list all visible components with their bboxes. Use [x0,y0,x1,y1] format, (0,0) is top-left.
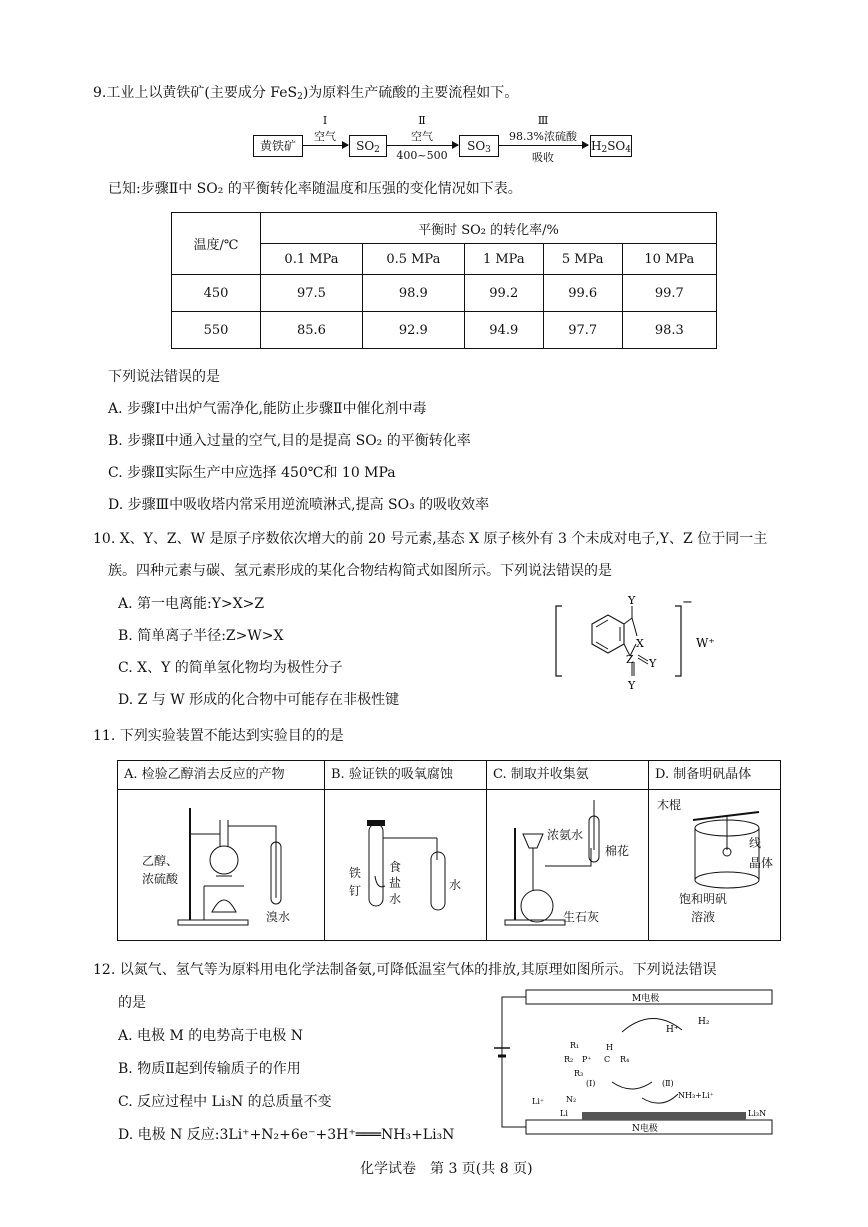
struct-cation: W⁺ [696,636,715,650]
table-row: 450 97.5 98.9 99.2 99.6 99.7 [172,275,717,312]
q11-option-b[interactable]: B. 验证铁的吸氧腐蚀 [325,761,487,790]
label-b1: 铁 [349,866,362,880]
page-footer: 化学试卷 第 3 页(共 8 页) [360,1161,533,1177]
label-b4: 盐 [389,876,402,890]
label-c2: 棉花 [605,844,630,858]
flow-arrow-2 [386,145,458,146]
flow-arrow-1 [302,145,348,146]
struct-y1: Y [628,594,636,607]
q12-stem-line2: 的是 [118,995,146,1011]
diagram-h: H [606,1043,613,1052]
label-d5: 溶液 [691,910,716,924]
flow-arrow-3 [498,145,588,146]
q9-option-d[interactable]: D. 步骤Ⅲ中吸收塔内常采用逆流喷淋式,提高 SO₃ 的吸收效率 [108,497,490,513]
q9-option-a[interactable]: A. 步骤Ⅰ中出炉气需净化,能防止步骤Ⅱ中催化剂中毒 [108,401,427,417]
diagram-h2: H₂ [698,1017,710,1027]
q12-stem-line1: 12. 以氮气、氢气等为原料用电化学法制备氨,可降低温室气体的排放,其原理如图所示。下列说法错误 [93,962,717,978]
label-c1: 浓氨水 [547,828,584,842]
label-d2: 线 [749,836,762,850]
th-pressure: 1 MPa [464,244,543,275]
flow-step1-top: 空气 [314,130,336,143]
diagram-r2: R₂ [564,1055,574,1064]
apparatus-d [649,790,781,941]
label-b6: 水 [449,878,462,892]
q10-option-a[interactable]: A. 第一电离能:Y>X>Z [118,596,265,612]
table-row: 550 85.6 92.9 94.9 97.7 98.3 [172,312,717,349]
diagram-li-plus: Li⁺ [532,1097,545,1106]
diagram-r1: R₁ [570,1041,580,1050]
struct-y2: Y [649,657,657,670]
diagram-m-electrode: M电极 [632,994,660,1004]
diagram-p: P⁺ [582,1055,592,1064]
q12-electrochem-diagram [492,986,784,1146]
diagram-r4: R₄ [620,1055,630,1064]
label-a1: 乙醇、 [142,854,179,868]
diagram-n-electrode: N电极 [632,1124,658,1134]
q11-option-a[interactable]: A. 检验乙醇消去反应的产物 [118,761,325,790]
q12-option-b[interactable]: B. 物质Ⅱ起到传输质子的作用 [118,1061,301,1077]
q10-stem-line2: 族。四种元素与碳、氢元素形成的某化合物结构简式如图所示。下列说法错误的是 [108,563,612,579]
struct-charge: − [682,595,693,610]
flow-step1-num: Ⅰ [322,114,328,127]
th-pressure: 0.5 MPa [362,244,464,275]
flow-box-so3: $SO_3$ [459,135,499,157]
q11-option-d[interactable]: D. 制备明矾晶体 [649,761,781,790]
flow-box-h2so4: $H_2SO_4$ [590,135,632,157]
th-pressure: 10 MPa [622,244,716,275]
q9-table [171,212,717,349]
label-b2: 钉 [349,884,362,898]
th-pressure: 0.1 MPa [261,244,363,275]
th-temp: 温度/℃ [172,213,261,275]
q9-stem: 9.工业上以黄铁矿(主要成分 FeS$_2$)为原料生产硫酸的主要流程如下。 [93,85,519,102]
flow-box-so2: $SO_2$ [349,135,387,157]
q11-table [117,760,781,941]
th-pressure: 5 MPa [543,244,622,275]
diagram-li: Li [560,1109,568,1118]
struct-x: X [636,637,644,650]
label-a3: 溴水 [266,910,291,924]
diagram-ii: (Ⅱ) [662,1079,674,1088]
apparatus-a [118,790,325,941]
diagram-hplus: H⁺ [666,1025,679,1035]
diagram-n2: N₂ [566,1095,577,1104]
q9-option-c[interactable]: C. 步骤Ⅱ实际生产中应选择 450℃和 10 MPa [108,465,396,481]
flow-step3-num: Ⅲ [537,114,549,127]
q10-option-b[interactable]: B. 简单离子半径:Z>W>X [118,628,284,644]
diagram-i: (Ⅰ) [586,1079,596,1088]
q11-stem: 11. 下列实验装置不能达到实验目的的是 [93,728,344,744]
diagram-li3n: Li₃N [748,1109,767,1118]
th-group: 平衡时 SO₂ 的转化率/% [261,213,717,244]
flow-step3-bottom: 吸收 [532,151,554,164]
diagram-r3: R₃ [574,1069,584,1078]
q9-ask: 下列说法错误的是 [108,369,220,385]
struct-z: Z [626,653,634,666]
label-d1: 木棍 [657,798,682,812]
apparatus-b [325,790,487,941]
label-b3: 食 [389,860,402,874]
q12-option-d[interactable]: D. 电极 N 反应:3Li⁺+N₂+6e⁻+3H⁺═══NH₃+Li₃N [118,1127,455,1143]
flow-box-pyrite: 黄铁矿 [253,135,303,157]
apparatus-c [487,790,649,941]
label-d4: 饱和明矾 [679,892,728,906]
q12-option-c[interactable]: C. 反应过程中 Li₃N 的总质量不变 [118,1094,332,1110]
q10-option-d[interactable]: D. Z 与 W 形成的化合物中可能存在非极性键 [118,692,400,708]
label-c3: 生石灰 [563,910,600,924]
label-d3: 晶体 [749,856,774,870]
flow-step2-bottom: 400~500 [396,149,448,162]
q12-option-a[interactable]: A. 电极 M 的电势高于电极 N [118,1028,303,1044]
label-b5: 水 [389,892,402,906]
flow-step2-num: Ⅱ [418,114,426,127]
q11-option-c[interactable]: C. 制取并收集氨 [487,761,649,790]
q10-option-c[interactable]: C. X、Y 的简单氢化物均为极性分子 [118,660,343,676]
diagram-c: C [604,1055,611,1064]
q9-option-b[interactable]: B. 步骤Ⅱ中通入过量的空气,目的是提高 SO₂ 的平衡转化率 [108,433,471,449]
q10-stem-line1: 10. X、Y、Z、W 是原子序数依次增大的前 20 号元素,基态 X 原子核外有 3 个未成对电子,Y、Z 位于同一主 [93,531,768,547]
label-a2: 浓硫酸 [142,872,179,886]
flow-step2-top: 空气 [411,130,433,143]
q9-known: 已知:步骤Ⅱ中 SO₂ 的平衡转化率随温度和压强的变化情况如下表。 [108,181,522,197]
flow-step3-top: 98.3%浓硫酸 [509,130,577,143]
q10-structure-diagram [550,592,730,700]
diagram-nh3: NH₃+Li⁺ [678,1091,714,1100]
struct-y3: Y [628,679,636,692]
